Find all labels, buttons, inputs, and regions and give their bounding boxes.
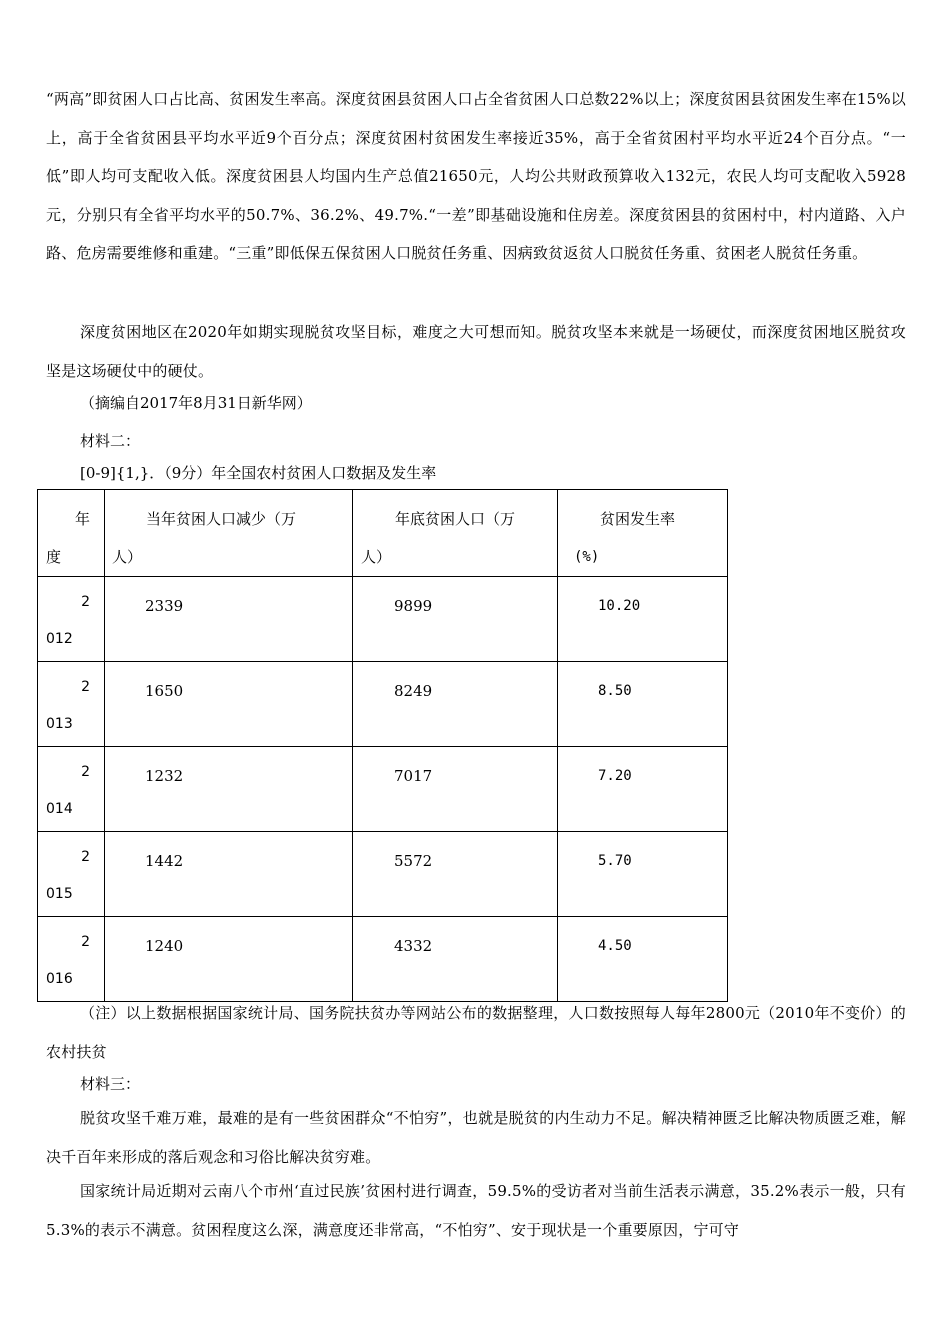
cell-reduced: [105, 662, 353, 747]
header-rate-line2: (%): [574, 549, 600, 565]
paragraph-survey: 国家统计局近期对云南八个市州‘直过民族’贫困村进行调查，59.5%的受访者对当前生活表示满意，35.2%表示一般，只有5.3%的表示不满意。贫困程度这么深，满意度还非常高，“不怕穷”、安于现状是一个重要原因，宁可守: [46, 1182, 906, 1239]
cell-year-end: [353, 662, 558, 747]
header-year: [38, 490, 105, 577]
paragraph-two-highs: “两高”即贫困人口占比高、贫困发生率高。深度贫困县贫困人口占全省贫困人口总数22%以上；深度贫困县贫困发生率在15%以上，高于全省贫困县平均水平近9个百分点；深度贫困村贫困发生率接近35%，高于全省贫困村平均水平近24个百分点。“一低”即人均可支配收入低。深度贫困县人均国内生产总值21650元，人均公共财政预算收入132元，农民人均可支配收入5928元，分别只有全省平均水平的50.7%、36.2%、49.7%.“一差”即基础设施和住房差。深度贫困县的贫困村中，村内道路、入户路、危房需要维修和重建。“三重”即低保五保贫困人口脱贫任务重、因病致贫返贫人口脱贫任务重、贫困老人脱贫任务重。: [46, 90, 906, 262]
year-part2: 012: [46, 631, 73, 647]
cell-year-end: [353, 747, 558, 832]
header-rate: [558, 490, 728, 577]
source-citation: （摘编自2017年8月31日新华网）: [80, 394, 312, 412]
cell-year-end: [353, 917, 558, 1002]
year-part2: 013: [46, 716, 73, 732]
rate-value: 5.70: [598, 853, 632, 869]
table-row: [38, 917, 728, 1002]
poverty-data-table: [37, 489, 728, 1002]
table-row: [38, 832, 728, 917]
reduced-value: 2339: [145, 597, 184, 615]
header-year-end-line2: 人）: [361, 548, 392, 566]
reduced-value: 1240: [145, 937, 184, 955]
cell-year-end: [353, 577, 558, 662]
cell-rate: [558, 662, 728, 747]
table-note: （注）以上数据根据国家统计局、国务院扶贫办等网站公布的数据整理，人口数按照每人每年2800元（2010年不变价）的农村扶贫: [46, 1004, 906, 1061]
year-part1: 2: [81, 594, 90, 610]
table-caption: [0-9]{1,}．（9分）年全国农村贫困人口数据及发生率: [80, 464, 437, 482]
rate-value: 7.20: [598, 768, 632, 784]
year-part2: 015: [46, 886, 73, 902]
table-header-row: [38, 490, 728, 577]
cell-year-end: [353, 832, 558, 917]
cell-year: [38, 577, 105, 662]
header-year-end-line1: 年底贫困人口（万: [395, 510, 516, 528]
year-end-value: 8249: [394, 682, 433, 700]
year-end-value: 5572: [394, 852, 433, 870]
cell-year: [38, 662, 105, 747]
header-year-line2: 度: [46, 548, 62, 566]
year-end-value: 9899: [394, 597, 433, 615]
cell-rate: [558, 747, 728, 832]
year-end-value: 4332: [394, 937, 433, 955]
reduced-value: 1650: [145, 682, 184, 700]
year-part1: 2: [81, 849, 90, 865]
reduced-value: 1232: [145, 767, 184, 785]
header-year-end: [353, 490, 558, 577]
rate-value: 8.50: [598, 683, 632, 699]
cell-rate: [558, 577, 728, 662]
header-reduced: [105, 490, 353, 577]
cell-rate: [558, 917, 728, 1002]
rate-value: 4.50: [598, 938, 632, 954]
year-part1: 2: [81, 679, 90, 695]
material-three-label: 材料三：: [80, 1075, 141, 1093]
year-part1: 2: [81, 934, 90, 950]
paragraph-deep-poverty: 深度贫困地区在2020年如期实现脱贫攻坚目标，难度之大可想而知。脱贫攻坚本来就是一场硬仗，而深度贫困地区脱贫攻坚是这场硬仗中的硬仗。: [46, 323, 906, 380]
header-reduced-line2: 人）: [112, 548, 143, 566]
cell-rate: [558, 832, 728, 917]
year-end-value: 7017: [394, 767, 433, 785]
cell-reduced: [105, 747, 353, 832]
cell-reduced: [105, 577, 353, 662]
paragraph-not-afraid-of-poverty: 脱贫攻坚千难万难，最难的是有一些贫困群众“不怕穷”，也就是脱贫的内生动力不足。解决精神匮乏比解决物质匮乏难，解决千百年来形成的落后观念和习俗比解决贫穷难。: [46, 1109, 906, 1166]
table-row: [38, 662, 728, 747]
cell-reduced: [105, 917, 353, 1002]
header-year-line1: 年: [74, 510, 90, 528]
cell-reduced: [105, 832, 353, 917]
table-row: [38, 577, 728, 662]
cell-year: [38, 832, 105, 917]
year-part2: 014: [46, 801, 73, 817]
rate-value: 10.20: [598, 598, 641, 614]
reduced-value: 1442: [145, 852, 184, 870]
header-rate-line1: 贫困发生率: [600, 510, 676, 528]
year-part1: 2: [81, 764, 90, 780]
cell-year: [38, 747, 105, 832]
header-reduced-line1: 当年贫困人口减少（万: [146, 510, 297, 528]
year-part2: 016: [46, 971, 73, 987]
material-two-label: 材料二：: [80, 432, 141, 450]
table-row: [38, 747, 728, 832]
cell-year: [38, 917, 105, 1002]
